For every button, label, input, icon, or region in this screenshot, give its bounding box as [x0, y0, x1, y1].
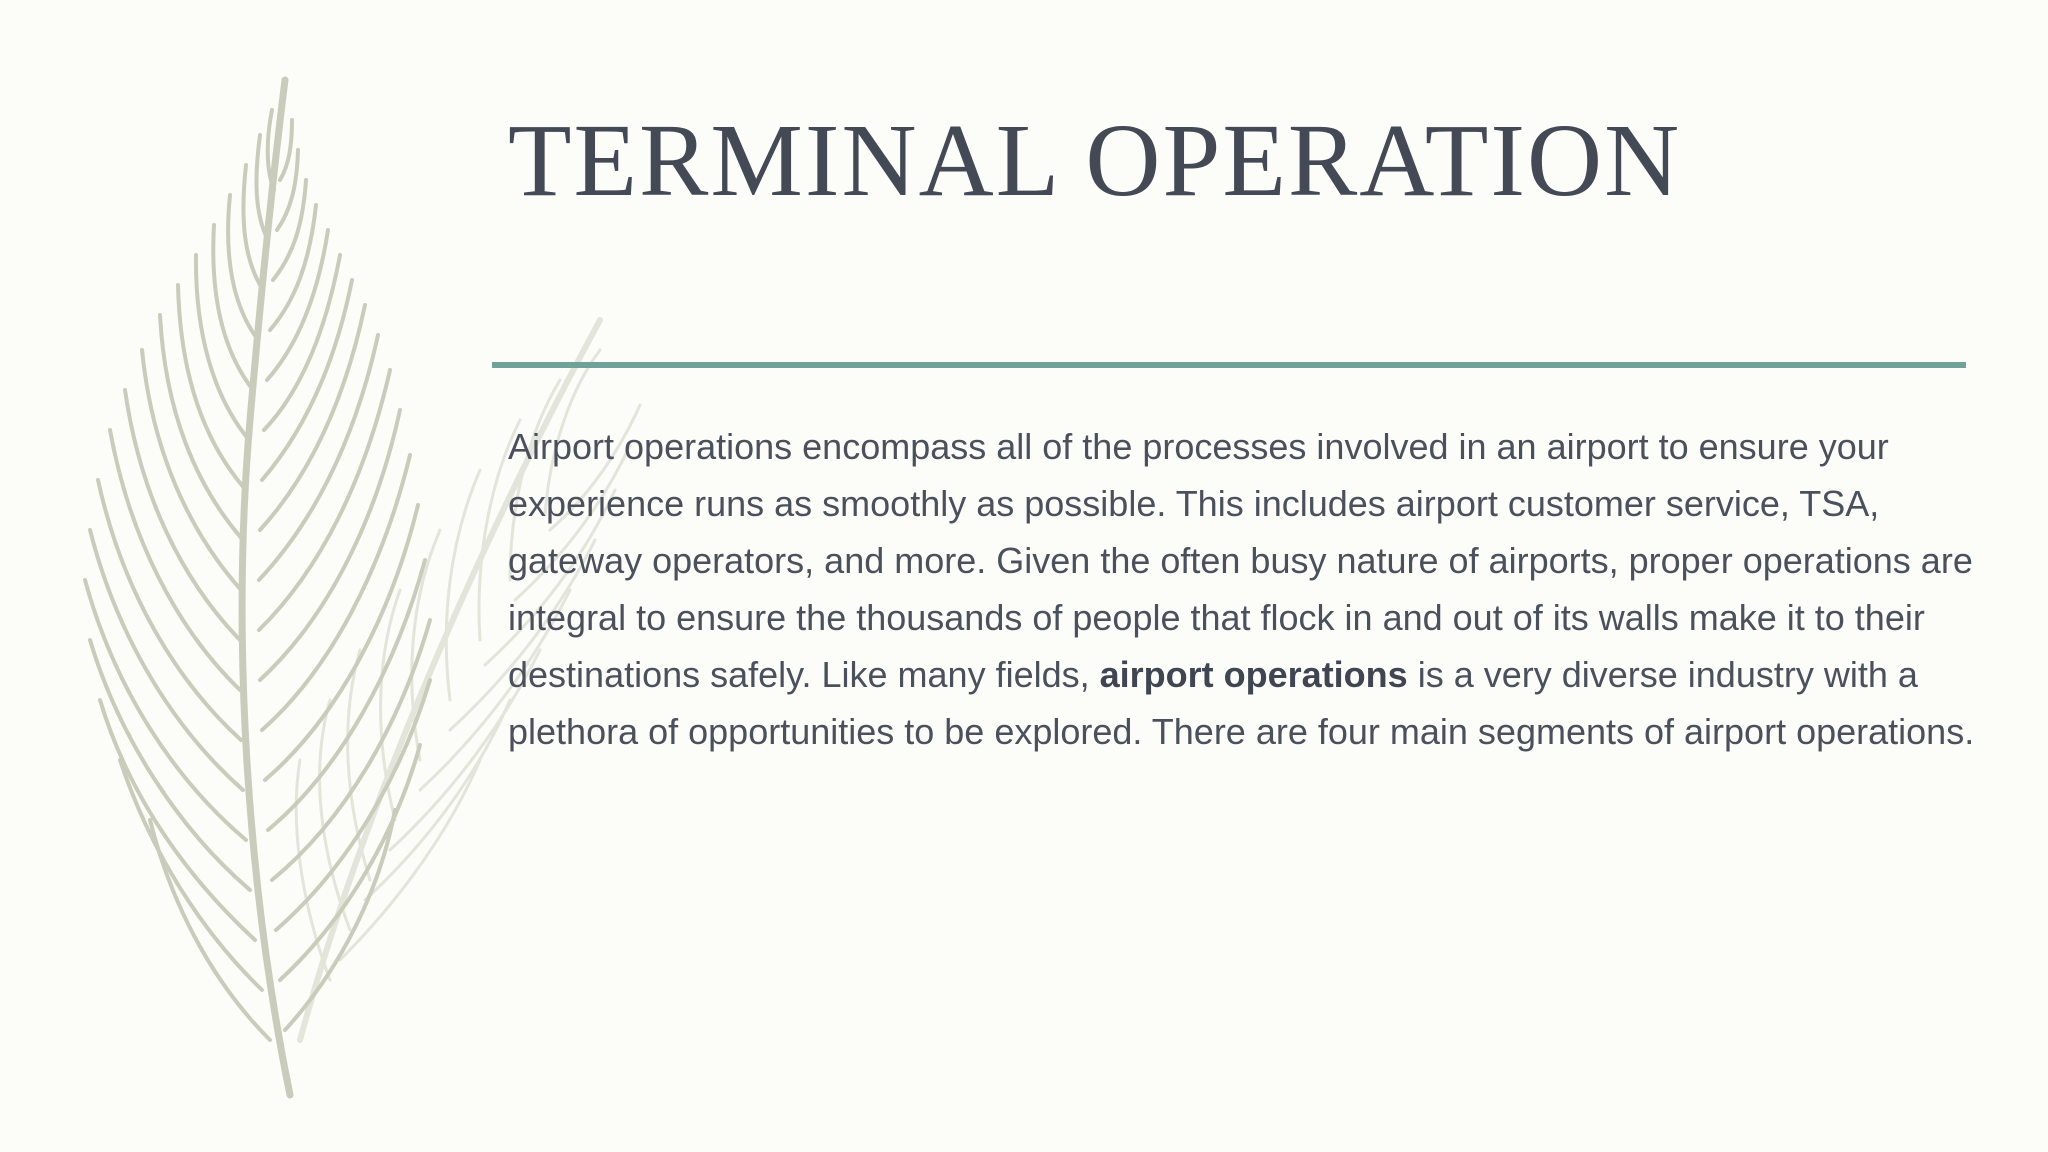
- body-text-part-1: Airport operations encompass all of the processes involved in an airport to ensure your experience runs as smoothly as possible. This includes airport customer service, TSA, gateway operators, and more. Given the often busy nature of airports, proper operations are integral to ensure the thousands of people that flock in and out of its walls make it to their destinations safely. Like many fields,: [508, 426, 1973, 695]
- body-paragraph: [508, 418, 1978, 760]
- page-title: TERMINAL OPERATION: [508, 103, 1682, 218]
- title-divider: [492, 362, 1966, 368]
- body-text-emphasis: airport operations: [1099, 654, 1408, 695]
- front-feather-icon: [85, 80, 430, 1095]
- body-text-part-2: is a very diverse industry with a plethora of opportunities to be explored. There are four main segments of airport operations.: [508, 654, 1975, 752]
